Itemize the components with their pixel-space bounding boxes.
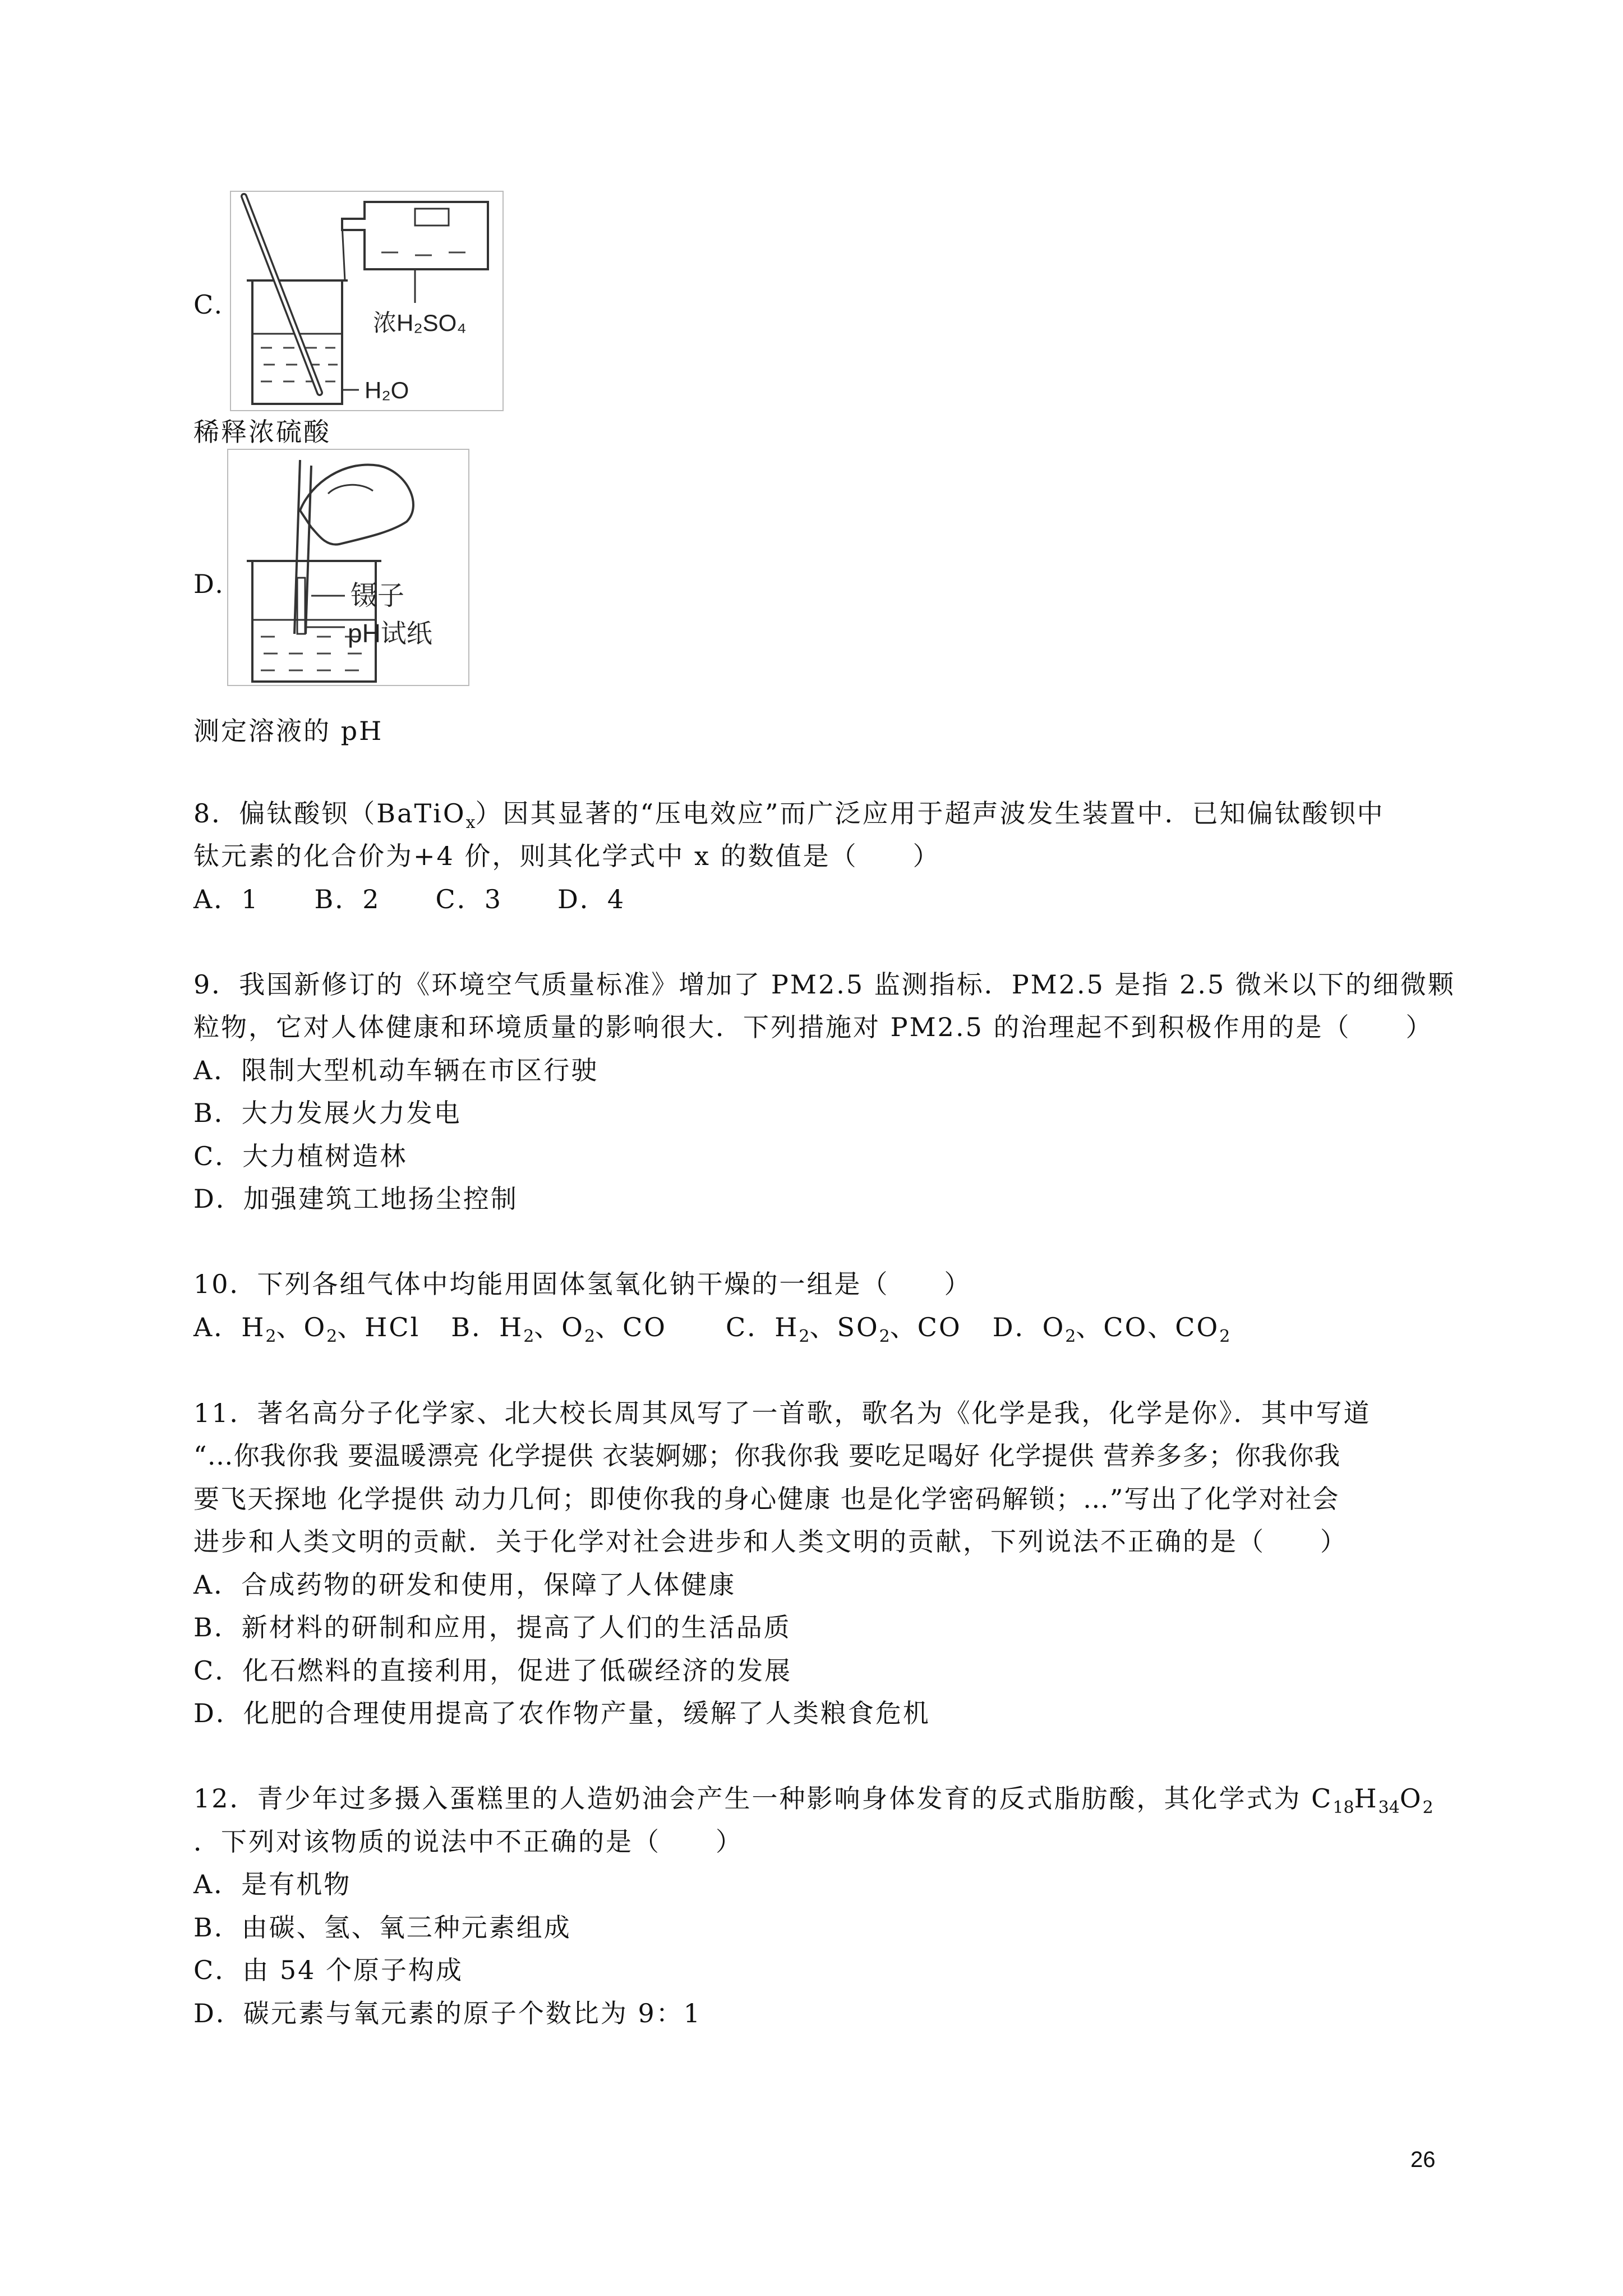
label-concentrated-acid: 浓H₂SO₄ xyxy=(373,310,467,336)
figure-d-letter: D. xyxy=(193,569,225,599)
q11-stem-line1: 11．著名高分子化学家、北大校长周其凤写了一首歌，歌名为《化学是我，化学是你》．其中写道 xyxy=(193,1398,1371,1428)
q11-option-c: C．化石燃料的直接利用，促进了低碳经济的发展 xyxy=(193,1655,792,1686)
q9-option-d: D．加强建筑工地扬尘控制 xyxy=(193,1184,518,1214)
figure-dilute-acid xyxy=(230,191,505,412)
q12-option-d: D．碳元素与氧元素的原子个数比为 9：1 xyxy=(193,1998,702,2028)
beaker-pouring-illustration xyxy=(230,191,505,412)
label-tweezers: 镊子 xyxy=(351,581,405,611)
q9-stem-line2: 粒物，它对人体健康和环境质量的影响很大．下列措施对 PM2.5 的治理起不到积极作用的是（ ） xyxy=(193,1012,1433,1042)
q12-stem-line2: ．下列对该物质的说法中不正确的是（ ） xyxy=(193,1826,743,1857)
q11-stem-line4: 进步和人类文明的贡献．关于化学对社会进步和人类文明的贡献，下列说法不正确的是（ ） xyxy=(193,1526,1348,1557)
q12-option-c: C．由 54 个原子构成 xyxy=(193,1955,463,1985)
q10-option-c: C．$H_2$、$SO_2$、CO xyxy=(726,1312,962,1346)
q9-option-a: A．限制大型机动车辆在市区行驶 xyxy=(193,1055,599,1085)
q10-options xyxy=(193,1314,1230,1345)
label-ph-paper: pH试纸 xyxy=(348,619,432,648)
q8-text-b: ）因其显著的“压电效应”而广泛应用于超声波发生装置中．已知偏钛酸钡中 xyxy=(475,798,1385,829)
ph-test-illustration xyxy=(227,449,474,687)
figure-c-letter: C. xyxy=(193,289,224,320)
q11-option-d: D．化肥的合理使用提高了农作物产量，缓解了人类粮食危机 xyxy=(193,1698,930,1728)
q8-options: A．1 B．2 C．3 D．4 xyxy=(193,884,626,914)
q11-stem-line2: “…你我你我 要温暖漂亮 化学提供 衣装婀娜；你我你我 要吃足喝好 化学提供 营养多多；你我你我 xyxy=(193,1441,1341,1471)
q9-stem-line1: 9．我国新修订的《环境空气质量标准》增加了 PM2.5 监测指标．PM2.5 是指 2.5 微米以下的细微颗 xyxy=(193,969,1455,1000)
q11-stem-line3: 要飞天探地 化学提供 动力几何；即使你我的身心健康 也是化学密码解锁；…”写出了化学对社会 xyxy=(193,1484,1340,1514)
q12-stem-line1: 12．青少年过多摄入蛋糕里的人造奶油会产生一种影响身体发育的反式脂肪酸，其化学式为 $C_{18}H_{34}O_2$ xyxy=(193,1783,1433,1818)
q8-stem-line1 xyxy=(193,800,1385,831)
q11-option-a: A．合成药物的研发和使用，保障了人体健康 xyxy=(193,1570,736,1600)
q10-stem: 10．下列各组气体中均能用固体氢氧化钠干燥的一组是（ ） xyxy=(193,1269,972,1299)
q12-option-b: B．由碳、氢、氧三种元素组成 xyxy=(193,1912,571,1943)
q10-option-a: A．$H_2$、$O_2$、HCl xyxy=(193,1312,421,1346)
q8-stem-line2: 钛元素的化合价为+4 价，则其化学式中 x 的数值是（ ） xyxy=(193,841,940,871)
figure-c-caption: 稀释浓硫酸 xyxy=(193,417,331,447)
figure-measure-ph xyxy=(227,449,474,687)
q9-option-c: C．大力植树造林 xyxy=(193,1141,408,1171)
q12-option-a: A．是有机物 xyxy=(193,1869,352,1899)
q11-option-b: B．新材料的研制和应用，提高了人们的生活品质 xyxy=(193,1612,791,1642)
q9-option-b: B．大力发展火力发电 xyxy=(193,1098,462,1128)
q10-option-b: B．$H_2$、$O_2$、CO xyxy=(451,1312,667,1346)
q10-option-d: D．$O_2$、CO、$CO_2$ xyxy=(992,1312,1230,1346)
q8-subscript: x xyxy=(465,813,476,832)
label-water: H₂O xyxy=(365,377,409,403)
figure-d-caption: 测定溶液的 pH xyxy=(193,716,384,746)
page-number: 26 xyxy=(1410,2147,1436,2172)
q8-text-a: 8．偏钛酸钡（BaTiO xyxy=(193,798,466,829)
